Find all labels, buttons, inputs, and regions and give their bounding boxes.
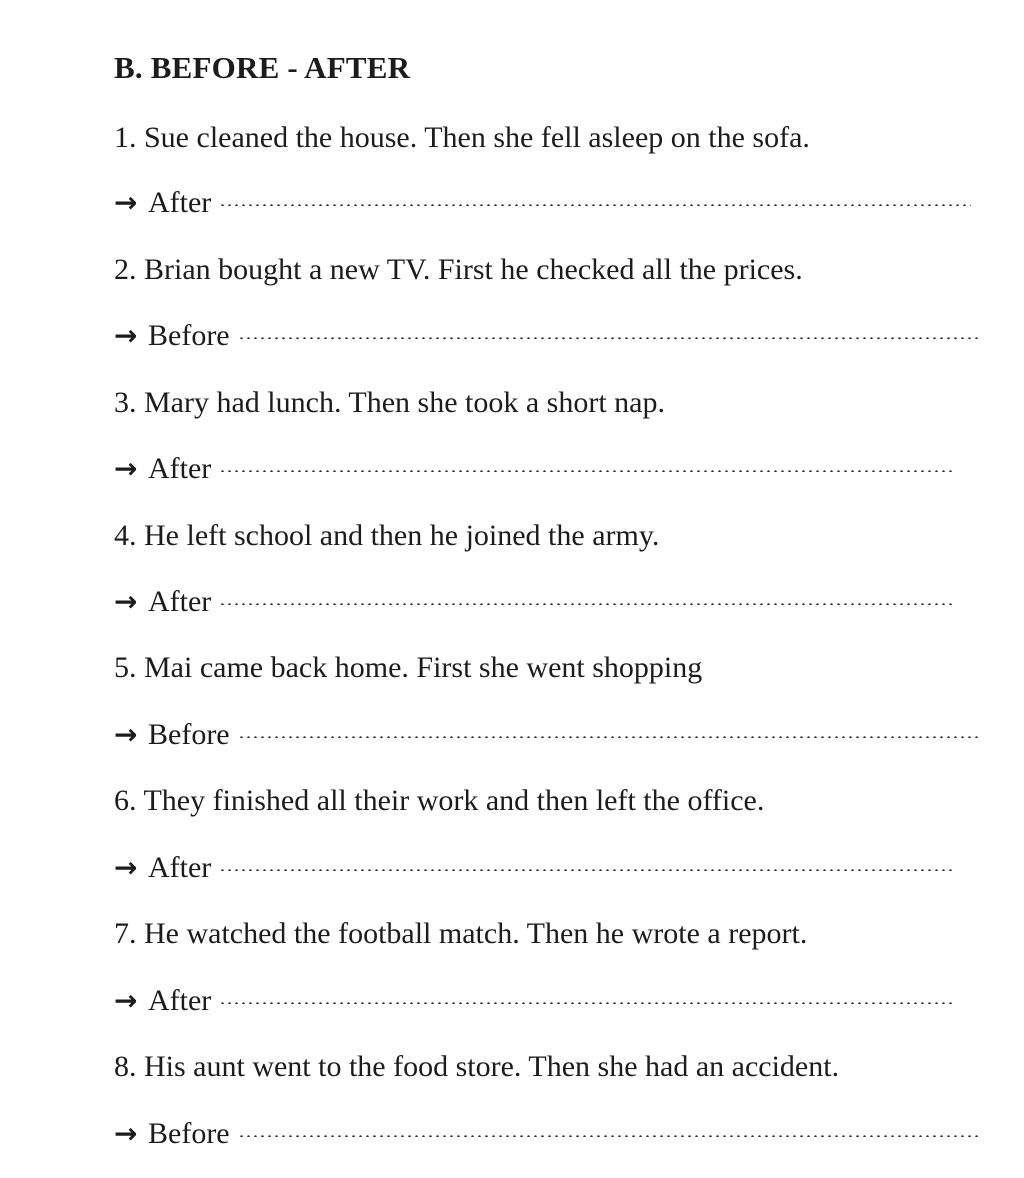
- answer-blank-3[interactable]: [219, 470, 954, 472]
- arrow-icon: →: [114, 851, 138, 884]
- answer-row-4: [114, 582, 954, 622]
- exercise-sentence-5: 5. Mai came back home. First she went shopping: [114, 651, 703, 684]
- arrow-icon: →: [114, 452, 138, 485]
- answer-blank-4[interactable]: [219, 603, 954, 605]
- answer-blank-5[interactable]: [238, 736, 978, 738]
- answer-row-3: [114, 449, 954, 489]
- answer-row-2: [114, 316, 978, 356]
- answer-starter-1: After: [148, 186, 212, 219]
- exercise-sentence-4: 4. He left school and then he joined the army.: [114, 519, 660, 552]
- answer-blank-2[interactable]: [238, 337, 978, 339]
- answer-starter-2: Before: [148, 319, 230, 352]
- arrow-icon: →: [114, 319, 138, 352]
- answer-blank-8[interactable]: [238, 1135, 978, 1137]
- answer-row-1: [114, 183, 971, 223]
- answer-starter-8: Before: [148, 1117, 230, 1150]
- answer-blank-1[interactable]: [219, 204, 971, 206]
- answer-starter-3: After: [148, 452, 212, 485]
- exercise-sentence-8: 8. His aunt went to the food store. Then she had an accident.: [114, 1050, 840, 1083]
- answer-starter-4: After: [148, 585, 212, 618]
- answer-starter-6: After: [148, 851, 212, 884]
- answer-blank-7[interactable]: [219, 1002, 954, 1004]
- arrow-icon: →: [114, 984, 138, 1017]
- section-heading: B. BEFORE - AFTER: [114, 50, 411, 85]
- answer-row-6: [114, 848, 954, 888]
- answer-starter-5: Before: [148, 718, 230, 751]
- answer-starter-7: After: [148, 984, 212, 1017]
- exercise-sentence-3: 3. Mary had lunch. Then she took a short nap.: [114, 386, 666, 419]
- arrow-icon: →: [114, 718, 138, 751]
- answer-blank-6[interactable]: [219, 869, 954, 871]
- exercise-sentence-1: 1. Sue cleaned the house. Then she fell asleep on the sofa.: [114, 121, 810, 154]
- exercise-sentence-2: 2. Brian bought a new TV. First he checked all the prices.: [114, 253, 803, 286]
- answer-row-7: [114, 981, 954, 1021]
- exercise-sentence-7: 7. He watched the football match. Then he wrote a report.: [114, 917, 808, 950]
- answer-row-8: [114, 1114, 978, 1154]
- exercise-sentence-6: 6. They finished all their work and then left the office.: [114, 784, 765, 817]
- arrow-icon: →: [114, 1117, 138, 1150]
- answer-row-5: [114, 715, 978, 755]
- arrow-icon: →: [114, 186, 138, 219]
- arrow-icon: →: [114, 585, 138, 618]
